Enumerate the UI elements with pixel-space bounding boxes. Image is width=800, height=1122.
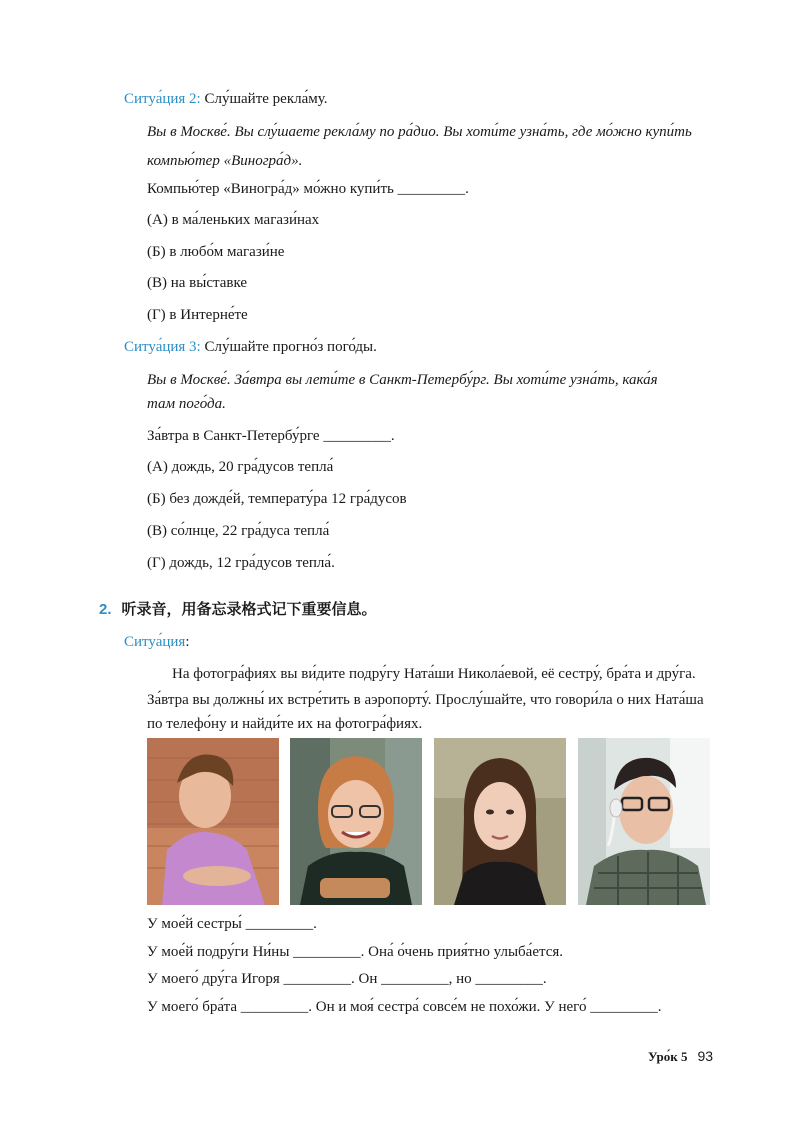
situation2-heading	[124, 89, 328, 109]
situation2-question: Компью́тер «Виногра́д» мо́жно купи́ть _________.	[147, 181, 469, 197]
situation2-title: Слу́шайте рекла́му.	[200, 91, 328, 107]
task2-situation-label: Ситуа́ция	[124, 634, 186, 650]
situation2-option-d: (Г) в Интерне́те	[147, 307, 248, 323]
task2-paragraph-line3: по телефо́ну и найди́те их на фотогра́фиях.	[147, 716, 423, 732]
situation3-question: За́втра в Санкт-Петербу́рге _________.	[147, 428, 395, 444]
situation3-label: Ситуа́ция 3:	[124, 339, 201, 355]
situation3-option-a: (А) дождь, 20 гра́дусов тепла́	[147, 459, 334, 475]
situation3-context-line1: Вы в Москве́. За́втра вы лети́те в Санкт-Петербу́рг. Вы хоти́те узна́ть, кака́я	[147, 372, 658, 388]
situation3-heading	[124, 337, 377, 357]
situation3-option-b: (Б) без дожде́й, температу́ра 12 гра́дусов	[147, 491, 407, 507]
situation2-context-line2: компью́тер «Виногра́д».	[147, 153, 303, 169]
sentence-brother: У моего́ бра́та _________. Он и моя́ сестра́ совсе́м не похо́жи. У него́ _________.	[147, 999, 662, 1015]
task2-instruction: 听录音，用备忘录格式记下重要信息。	[121, 600, 377, 618]
sentence-friend-igor: У моего́ дру́га Игоря _________. Он _________, но _________.	[147, 971, 547, 987]
page-number: 93	[697, 1048, 714, 1064]
task2-paragraph-line2: За́втра вы должны́ их встре́тить в аэропорту́. Прослу́шайте, что говори́ла о них Ната́ша	[147, 692, 704, 708]
boy-photo	[147, 738, 279, 905]
man-headphones-photo	[578, 738, 710, 905]
task2-header	[99, 598, 377, 619]
task2-situation-heading	[124, 632, 189, 652]
situation3-context-line2: там пого́да.	[147, 396, 226, 412]
situation2-option-a: (А) в ма́леньких магази́нах	[147, 212, 320, 228]
sentence-friend-nina: У мое́й подру́ги Ни́ны _________. Она́ о́чень прия́тно улыба́ется.	[147, 944, 564, 960]
task2-paragraph-line1: На фотогра́фиях вы ви́дите подру́гу Ната́ши Никола́евой, её сестру́, бра́та и дру́га.	[172, 666, 696, 682]
situation2-label: Ситуа́ция 2:	[124, 91, 201, 107]
lesson-label: Уро́к 5	[648, 1049, 688, 1064]
situation2-context-line1: Вы в Москве́. Вы слу́шаете рекла́му по ра́дио. Вы хоти́те узна́ть, где мо́жно купи́ть	[147, 124, 692, 140]
situation2-option-b: (Б) в любо́м магази́не	[147, 244, 285, 260]
sentence-sister: У мое́й сестры́ _________.	[147, 916, 317, 932]
situation3-option-c: (В) со́лнце, 22 гра́дуса тепла́	[147, 523, 330, 539]
situation2-option-c: (В) на вы́ставке	[147, 275, 248, 291]
woman-glasses-photo	[290, 738, 422, 905]
task2-situation-colon: :	[185, 634, 190, 650]
situation3-option-d: (Г) дождь, 12 гра́дусов тепла́.	[147, 555, 335, 571]
situation3-title: Слу́шайте прогно́з пого́ды.	[200, 339, 377, 355]
task2-number: 2.	[99, 601, 112, 618]
young-woman-photo	[434, 738, 566, 905]
page-footer	[648, 1048, 713, 1066]
